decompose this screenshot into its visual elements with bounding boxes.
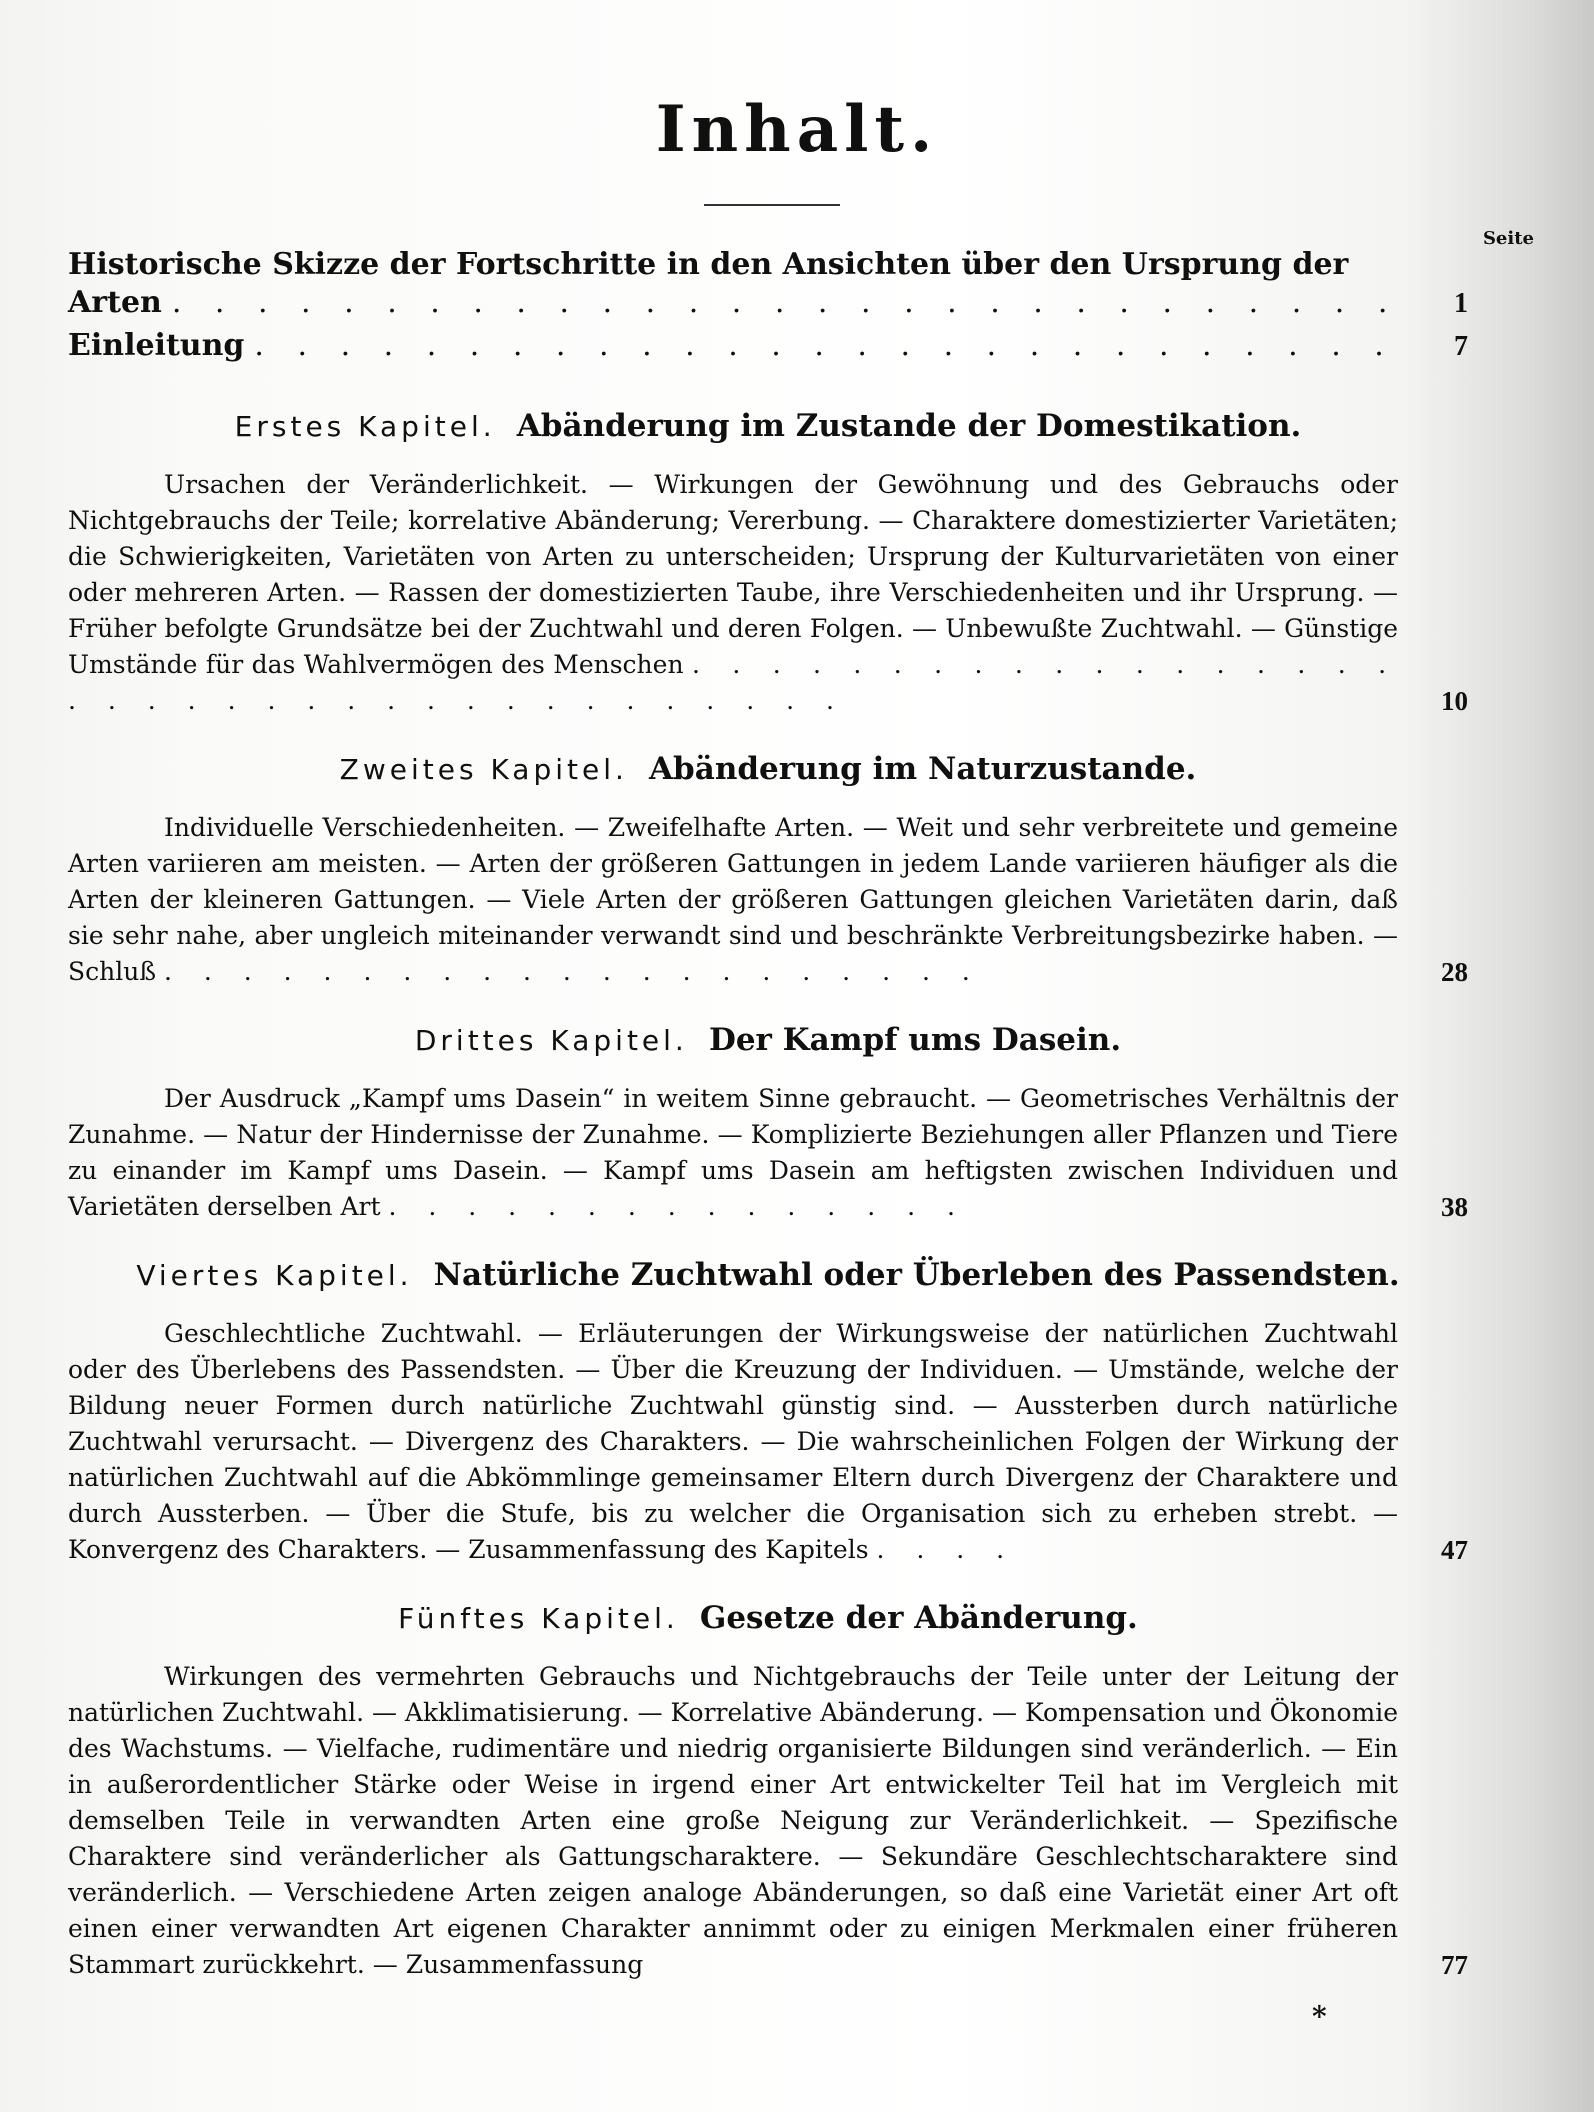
- chapter-title: Abänderung im Zustande der Domestikation.: [516, 408, 1302, 444]
- chapter-summary: [68, 810, 1468, 990]
- page-number: 28: [1441, 957, 1468, 987]
- chapter-summary: [68, 1081, 1468, 1225]
- page-number: 38: [1441, 1192, 1468, 1222]
- chapter-ordinal: Viertes Kapitel.: [136, 1259, 413, 1292]
- table-of-contents: [68, 246, 1468, 1983]
- page-number: 1: [1454, 288, 1468, 319]
- chapter-entry-3[interactable]: [68, 1018, 1468, 1225]
- chapter-heading: [68, 1018, 1468, 1067]
- dot-leaders: . . . . . . . . . . . . . . . . . . . . .: [163, 957, 982, 986]
- toc-entry-introduction[interactable]: [68, 327, 1468, 366]
- chapter-summary: [68, 1316, 1468, 1568]
- chapter-title: Der Kampf ums Dasein.: [708, 1022, 1122, 1058]
- chapter-ordinal: Drittes Kapitel.: [414, 1024, 688, 1057]
- chapter-entry-2[interactable]: [68, 747, 1468, 990]
- chapter-title: Abänderung im Naturzustande.: [649, 751, 1197, 787]
- dot-leaders: . . . . . . . . . . . . . . . . . . . . . . . . . . . . . . . . . . . . . .: [68, 650, 1399, 715]
- chapter-summary-text: Geschlechtliche Zuchtwahl. — Erläuterungen der Wirkungsweise der natürlichen Zuchtwahl oder des Überlebens des Passendsten. — Über die Kreuzung der Individuen. — Umstände, welche der Bildung neuer Formen durch natürliche Zuchtwahl günstig sind. — Aussterben durch natürliche Zuchtwahl verursacht. — Divergenz des Charakters. — Die wahrscheinlichen Folgen der Wirkung der natürlichen Zuchtwahl auf die Abkömmlinge gemeinsamer Eltern durch Divergenz der Charaktere und durch Aussterben. — Über die Stufe, bis zu welcher die Organisation sich zu erheben strebt. — Konvergenz des Charakters. — Zusammenfassung des Kapitels: [68, 1319, 1398, 1564]
- signature-mark: *: [1312, 2000, 1327, 2033]
- page-number: 10: [1441, 686, 1468, 716]
- chapter-entry-1[interactable]: [68, 404, 1468, 719]
- chapter-title: Natürliche Zuchtwahl oder Überleben des Passendsten.: [433, 1257, 1400, 1293]
- toc-entry-historical-sketch[interactable]: [68, 246, 1468, 323]
- page-column-label: Seite: [1482, 228, 1534, 249]
- toc-entry-label: Historische Skizze der Fortschritte in den Ansichten über den Ursprung der: [68, 247, 1349, 282]
- chapter-ordinal: Zweites Kapitel.: [339, 753, 628, 786]
- toc-entry-label: Einleitung: [68, 328, 245, 363]
- page-number: 47: [1441, 1535, 1468, 1565]
- chapter-ordinal: Fünftes Kapitel.: [398, 1602, 679, 1635]
- chapter-summary-text: Wirkungen des vermehrten Gebrauchs und Nichtgebrauchs der Teile unter der Leitung der natürlichen Zuchtwahl. — Akklimatisierung. — Korrelative Abänderung. — Kompensation und Ökonomie des Wachstums. — Vielfache, rudimentäre und niedrig organisierte Bildungen sind veränderlich. — Ein in außerordentlicher Stärke oder Weise in irgend einer Art entwickelter Teil hat im Vergleich mit demselben Teile in verwandten Arten eine große Neigung zur Veränderlichkeit. — Spezifische Charaktere sind veränderlicher als Gattungscharaktere. — Sekundäre Geschlechtscharaktere sind veränderlich. — Verschiedene Arten zeigen analoge Abänderungen, so daß eine Varietät einer Art oft einen einer verwandten Art eigenen Charakter annimmt oder zu einigen Merkmalen einer früheren Stammart zurückkehrt. — Zusammenfassung: [68, 1662, 1398, 1979]
- chapter-heading: [68, 1596, 1468, 1645]
- chapter-heading: [68, 404, 1468, 453]
- chapter-summary: [68, 467, 1468, 719]
- page-title: Inhalt.: [655, 92, 939, 167]
- chapter-summary: [68, 1659, 1468, 1983]
- dot-leaders: . . . . . . . . . . . . . . .: [388, 1192, 967, 1221]
- chapter-entry-5[interactable]: [68, 1596, 1468, 1983]
- dot-leaders: [254, 327, 1406, 365]
- chapter-entry-4[interactable]: [68, 1253, 1468, 1568]
- chapter-title: Gesetze der Abänderung.: [699, 1600, 1138, 1636]
- title-divider: [704, 204, 840, 206]
- page-number: 7: [1454, 331, 1468, 362]
- page-number: 77: [1441, 1950, 1468, 1980]
- dot-leaders: [172, 284, 1406, 322]
- chapter-heading: [68, 1253, 1468, 1302]
- chapter-summary-text: Individuelle Verschiedenheiten. — Zweifelhafte Arten. — Weit und sehr verbreitete und gemeine Arten variieren am meisten. — Arten der größeren Gattungen in jedem Lande variieren häufiger als die Arten der kleineren Gattungen. — Viele Arten der größeren Gattungen gleichen Varietäten darin, daß sie sehr nahe, aber ungleich miteinander verwandt sind und beschränkte Verbreitungsbezirke haben. — Schluß: [68, 813, 1398, 986]
- chapter-summary-text: Ursachen der Veränderlichkeit. — Wirkungen der Gewöhnung und des Gebrauchs oder Nichtgebrauchs der Teile; korrelative Abänderung; Vererbung. — Charaktere domestizierter Varietäten; die Schwierigkeiten, Varietäten von Arten zu unterscheiden; Ursprung der Kulturvarietäten von einer oder mehreren Arten. — Rassen der domestizierten Taube, ihre Verschiedenheiten und ihr Ursprung. — Früher befolgte Grundsätze bei der Zuchtwahl und deren Folgen. — Unbewußte Zuchtwahl. — Günstige Umstände für das Wahlvermögen des Menschen: [68, 470, 1398, 679]
- dot-leaders: . . . .: [876, 1535, 1017, 1564]
- chapter-summary-text: Der Ausdruck „Kampf ums Dasein“ in weitem Sinne gebraucht. — Geometrisches Verhältnis der Zunahme. — Natur der Hindernisse der Zunahme. — Komplizierte Beziehungen aller Pflanzen und Tiere zu einander im Kampf ums Dasein. — Kampf ums Dasein am heftigsten zwischen Individuen und Varietäten derselben Art: [68, 1084, 1398, 1221]
- chapter-heading: [68, 747, 1468, 796]
- chapter-ordinal: Erstes Kapitel.: [234, 410, 496, 443]
- toc-entry-label-continued: Arten: [68, 285, 162, 320]
